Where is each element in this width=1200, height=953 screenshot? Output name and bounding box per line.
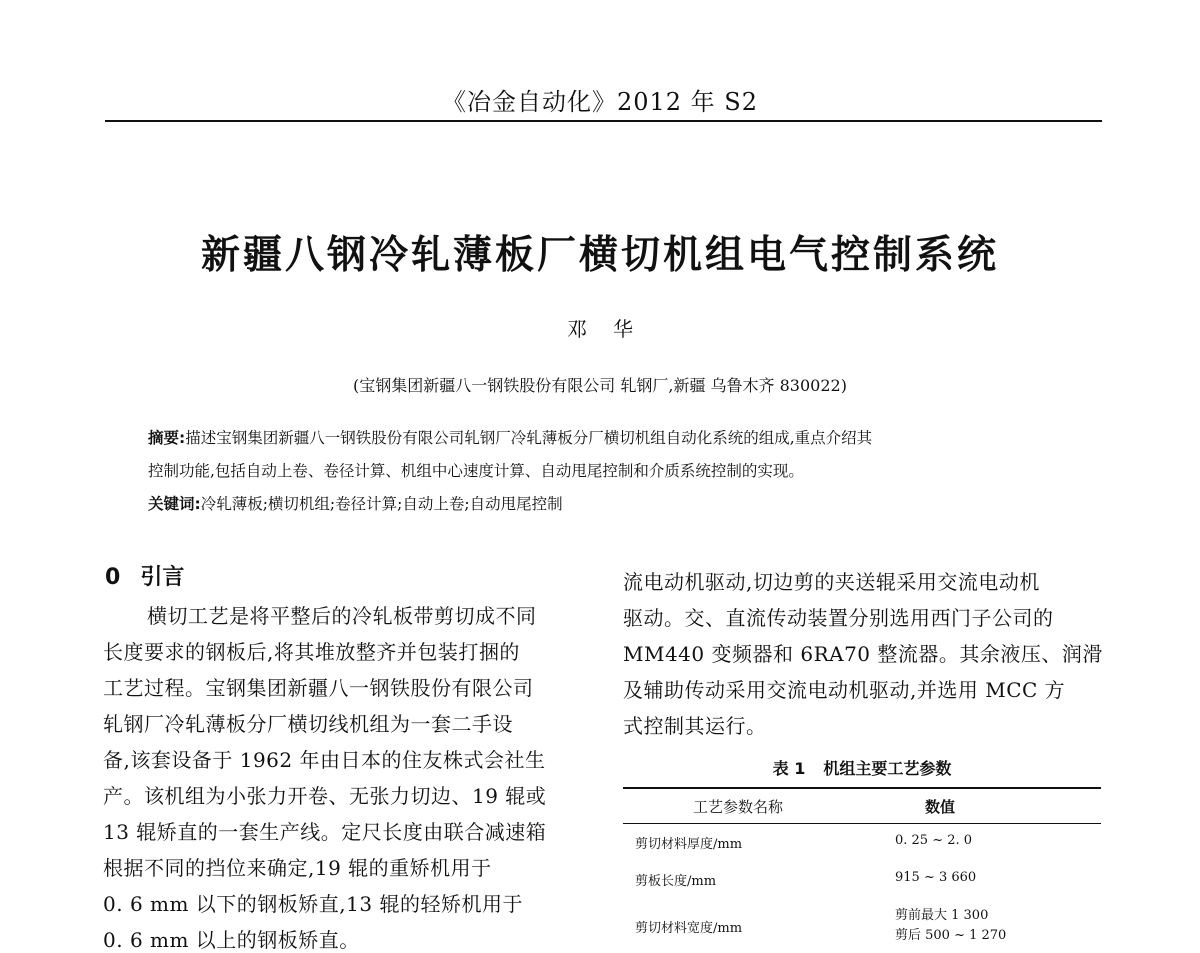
table-cell-value: 剪后 500 ~ 1 270 — [895, 928, 1007, 943]
paper-title: 新疆八钢冷轧薄板厂横切机组电气控制系统 — [200, 233, 999, 278]
body-line: 及辅助传动采用交流电动机驱动,并选用 MCC 方 — [623, 678, 1066, 702]
abstract-line — [148, 426, 872, 448]
table-header-rule — [623, 823, 1101, 824]
table-cell-value: 剪前最大 1 300 — [895, 908, 989, 923]
table-number: 表 1 — [772, 759, 806, 778]
author: 邓华 — [567, 317, 659, 341]
table-header-name: 工艺参数名称 — [692, 798, 783, 816]
body-line: 流电动机驱动,切边剪的夹送辊采用交流电动机 — [623, 570, 1040, 594]
abstract-line: 控制功能,包括自动上卷、卷径计算、机组中心速度计算、自动甩尾控制和介质系统控制的实现。 — [148, 462, 804, 480]
body-line: 13 辊矫直的一套生产线。定尺长度由联合减速箱 — [103, 820, 547, 844]
table-header-value: 数值 — [924, 798, 955, 816]
journal-header: 《冶金自动化》2012 年 S2 — [441, 88, 759, 116]
body-line: 轧钢厂冷轧薄板分厂横切线机组为一套二手设 — [103, 712, 513, 736]
keywords-line — [148, 492, 563, 514]
table-title: 机组主要工艺参数 — [823, 759, 952, 778]
table-cell-name: 剪切材料厚度/mm — [635, 837, 743, 852]
body-line: 根据不同的挡位来确定,19 辊的重矫机用于 — [103, 856, 492, 880]
table-top-rule — [623, 787, 1101, 789]
header-rule — [105, 120, 1102, 122]
abstract-label: 摘要: — [148, 429, 186, 447]
table-cell-name: 剪板长度/mm — [635, 874, 717, 889]
affiliation: (宝钢集团新疆八一钢铁股份有限公司 轧钢厂,新疆 乌鲁木齐 830022) — [353, 376, 847, 395]
body-line: 工艺过程。宝钢集团新疆八一钢铁股份有限公司 — [103, 676, 534, 700]
body-line: 产。该机组为小张力开卷、无张力切边、19 辊或 — [103, 784, 547, 808]
abstract-text: 描述宝钢集团新疆八一钢铁股份有限公司轧钢厂冷轧薄板分厂横切机组自动化系统的组成,重点介绍其 — [185, 429, 873, 447]
section-heading — [105, 560, 184, 591]
body-line: 0. 6 mm 以上的钢板矫直。 — [103, 928, 360, 952]
body-line: 横切工艺是将平整后的冷轧板带剪切成不同 — [147, 604, 537, 628]
section-number: 0 — [105, 565, 121, 590]
body-line: MM440 变频器和 6RA70 整流器。其余液压、润滑 — [623, 642, 1103, 666]
body-line: 备,该套设备于 1962 年由日本的住友株式会社生 — [103, 748, 546, 772]
body-line: 0. 6 mm 以下的钢板矫直,13 辊的轻矫机用于 — [103, 892, 523, 916]
table-cell-value: 915 ~ 3 660 — [895, 870, 977, 885]
keywords-label: 关键词: — [148, 495, 201, 513]
table-caption — [623, 756, 1101, 779]
body-line: 驱动。交、直流传动装置分别选用西门子公司的 — [623, 606, 1054, 630]
body-line: 式控制其运行。 — [623, 714, 767, 738]
keywords-text: 冷轧薄板;横切机组;卷径计算;自动上卷;自动甩尾控制 — [200, 495, 563, 513]
section-title: 引言 — [140, 565, 185, 590]
table-cell-name: 剪切材料宽度/mm — [635, 921, 743, 936]
table-cell-value: 0. 25 ~ 2. 0 — [895, 833, 973, 848]
body-line: 长度要求的钢板后,将其堆放整齐并包装打捆的 — [103, 640, 520, 664]
